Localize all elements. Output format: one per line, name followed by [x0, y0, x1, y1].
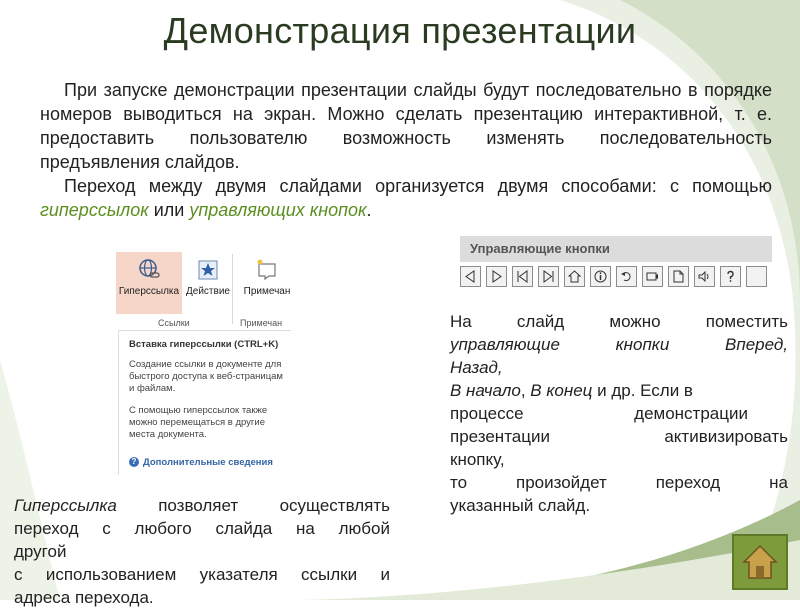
word: произойдет	[516, 473, 607, 492]
start-icon	[516, 270, 529, 283]
help-circle-icon: ?	[129, 457, 139, 467]
word: можно	[609, 312, 661, 331]
word: ,	[520, 381, 531, 400]
right-line-8	[450, 471, 788, 494]
word: на	[769, 473, 788, 492]
info-button[interactable]	[590, 266, 611, 287]
note-button[interactable]	[238, 252, 296, 314]
hyperlinks-link[interactable]: гиперссылок	[40, 200, 149, 220]
intro-text-end: .	[366, 200, 372, 220]
right-line-4	[450, 379, 788, 402]
document-icon	[672, 270, 685, 283]
return-icon	[620, 270, 633, 283]
right-line-5	[450, 402, 788, 425]
word: процессе	[450, 404, 524, 423]
bottom-line-2	[14, 517, 390, 540]
intro-paragraph-2	[40, 174, 772, 222]
right-line-9: указанный слайд.	[450, 496, 591, 515]
word: активизировать	[664, 427, 788, 446]
custom-icon	[750, 270, 763, 283]
right-line-7: кнопку,	[450, 450, 505, 469]
help-button[interactable]	[720, 266, 741, 287]
sound-icon	[698, 270, 711, 283]
word: использованием	[45, 565, 177, 584]
right-line-1	[450, 310, 788, 333]
right-line-2	[450, 333, 788, 356]
action-button[interactable]	[182, 252, 234, 314]
bottom-line-4	[14, 563, 390, 586]
forward-icon	[490, 270, 503, 283]
word: В начало	[450, 381, 521, 400]
word: осуществлять	[279, 496, 390, 515]
word: с	[14, 565, 23, 584]
group-label-notes: Примечан	[240, 318, 283, 328]
home-icon	[568, 270, 581, 283]
word: Гиперссылка	[14, 496, 117, 515]
bottom-line-1	[14, 494, 390, 517]
more-info-link[interactable]	[129, 457, 273, 468]
tooltip-title: Вставка гиперссылки (CTRL+K)	[129, 339, 279, 350]
word: слайда	[215, 519, 273, 538]
word: поместить	[705, 312, 788, 331]
document-button[interactable]	[668, 266, 689, 287]
intro-text-start: Переход между двумя слайдами организуется двумя способами: с помощью	[64, 176, 772, 196]
back-icon	[464, 270, 477, 283]
word: позволяет	[158, 496, 239, 515]
back-button[interactable]	[460, 266, 481, 287]
home-navigation-button[interactable]	[732, 534, 788, 590]
end-icon	[542, 270, 555, 283]
word: Вперед,	[725, 335, 788, 354]
right-line-3: Назад,	[450, 358, 503, 377]
tooltip-text-2: С помощью гиперссылок также можно перемещаться в другие места документа.	[129, 405, 268, 440]
page-title: Демонстрация презентации	[163, 10, 637, 51]
star-action-icon	[196, 258, 220, 282]
control-buttons-panel-title: Управляющие кнопки	[460, 236, 772, 262]
word: управляющие	[450, 335, 560, 354]
control-buttons-row	[460, 266, 772, 290]
word: и др. Если в	[592, 381, 693, 400]
word: В конец	[530, 381, 593, 400]
house-icon	[741, 542, 779, 582]
ribbon-separator	[232, 254, 233, 324]
word: демонстрации	[634, 404, 748, 423]
word: на	[295, 519, 315, 538]
word: кнопки	[615, 335, 670, 354]
intro-text	[40, 78, 772, 222]
word: указателя	[199, 565, 278, 584]
word: переход	[655, 473, 721, 492]
end-button[interactable]	[538, 266, 559, 287]
hyperlink-tooltip	[118, 330, 291, 475]
movie-icon	[646, 270, 659, 283]
forward-button[interactable]	[486, 266, 507, 287]
sound-button[interactable]	[694, 266, 715, 287]
return-button[interactable]	[616, 266, 637, 287]
word: слайд	[516, 312, 565, 331]
word: с	[102, 519, 111, 538]
intro-paragraph-1: При запуске демонстрации презентации слайды будут последовательно в порядке номеров выводиться на экран. Можно сделать презентацию интерактивной, т. е. предоставить пользователю возможность изменять последовательность предъявления слайдов.	[40, 80, 772, 172]
word: презентации	[450, 427, 550, 446]
group-label-links: Ссылки	[158, 318, 190, 328]
word: любого	[134, 519, 192, 538]
tooltip-text-1: Создание ссылки в документе для быстрого доступа к веб-страницам и файлам.	[129, 359, 283, 394]
hyperlink-button-label: Гиперссылка	[118, 286, 180, 297]
note-icon	[255, 258, 279, 282]
custom-button[interactable]	[746, 266, 767, 287]
bottom-line-3: другой	[14, 542, 67, 561]
info-icon	[594, 270, 607, 283]
word: На	[450, 312, 472, 331]
more-info-label: Дополнительные сведения	[143, 457, 273, 468]
intro-text-between: или	[148, 200, 190, 220]
control-buttons-link[interactable]: управляющих кнопок	[189, 200, 367, 220]
start-button[interactable]	[512, 266, 533, 287]
movie-button[interactable]	[642, 266, 663, 287]
word: и	[380, 565, 390, 584]
home-button-small[interactable]	[564, 266, 585, 287]
word: то	[450, 473, 468, 492]
bottom-line-5: адреса перехода.	[14, 588, 154, 607]
bottom-left-text	[14, 494, 390, 609]
word: любой	[338, 519, 390, 538]
word: переход	[14, 519, 79, 538]
note-button-label: Примечан	[243, 286, 291, 297]
help-icon	[724, 270, 737, 283]
word: ссылки	[301, 565, 358, 584]
action-button-label: Действие	[186, 286, 230, 297]
globe-link-icon	[137, 258, 161, 282]
right-line-6	[450, 425, 788, 448]
hyperlink-button[interactable]	[116, 252, 182, 314]
right-column-text	[450, 310, 788, 517]
